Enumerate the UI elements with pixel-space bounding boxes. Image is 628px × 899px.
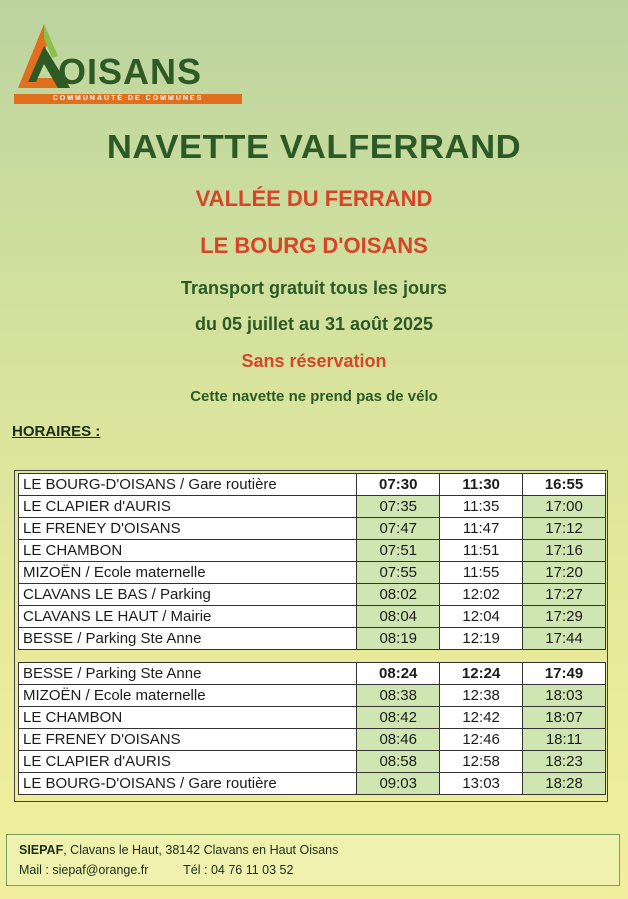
departure-time: 17:00 [523, 496, 606, 518]
departure-time: 09:03 [357, 773, 440, 795]
schedule-row [19, 663, 606, 685]
logo-wordmark: OISANS [58, 51, 203, 92]
departure-time: 17:44 [523, 628, 606, 650]
departure-time: 08:42 [357, 707, 440, 729]
schedule-row [19, 773, 606, 795]
departure-time: 07:55 [357, 562, 440, 584]
departure-time: 11:35 [440, 496, 523, 518]
subtitle-vallee: VALLÉE DU FERRAND [195, 186, 433, 211]
stop-name: CLAVANS LE BAS / Parking [19, 584, 357, 606]
schedule-row [19, 496, 606, 518]
departure-time: 08:19 [357, 628, 440, 650]
footer-tel-label: Tél : [183, 863, 211, 877]
stop-name: LE FRENEY D'OISANS [19, 729, 357, 751]
footer-address-line [19, 843, 338, 857]
schedule-row [19, 474, 606, 496]
departure-time: 08:38 [357, 685, 440, 707]
departure-time: 07:47 [357, 518, 440, 540]
logo-tagline: COMMUNAUTÉ DE COMMUNES [14, 94, 242, 104]
stop-name: MIZOËN / Ecole maternelle [19, 562, 357, 584]
schedule-outbound-table [18, 473, 606, 650]
schedule-row [19, 628, 606, 650]
departure-time: 08:46 [357, 729, 440, 751]
departure-time: 12:58 [440, 751, 523, 773]
departure-time: 08:02 [357, 584, 440, 606]
departure-time: 17:29 [523, 606, 606, 628]
departure-time: 18:03 [523, 685, 606, 707]
footer-address: , Clavans le Haut, 38142 Clavans en Haut Oisans [63, 843, 339, 857]
stop-name: LE CHAMBON [19, 707, 357, 729]
departure-time: 18:23 [523, 751, 606, 773]
schedule-row [19, 685, 606, 707]
schedule-row [19, 751, 606, 773]
stop-name: LE CLAPIER d'AURIS [19, 751, 357, 773]
departure-time: 08:58 [357, 751, 440, 773]
schedule-row [19, 518, 606, 540]
departure-time: 16:55 [523, 474, 606, 496]
departure-time: 17:12 [523, 518, 606, 540]
schedule-row [19, 584, 606, 606]
stop-name: LE CLAPIER d'AURIS [19, 496, 357, 518]
departure-time: 12:46 [440, 729, 523, 751]
contact-footer [6, 834, 620, 886]
departure-time: 17:20 [523, 562, 606, 584]
stop-name: MIZOËN / Ecole maternelle [19, 685, 357, 707]
transport-line: Transport gratuit tous les jours [180, 278, 448, 298]
stop-name: LE CHAMBON [19, 540, 357, 562]
stop-name: LE BOURG-D'OISANS / Gare routière [19, 474, 357, 496]
departure-time: 12:19 [440, 628, 523, 650]
departure-time: 18:07 [523, 707, 606, 729]
schedule-row [19, 707, 606, 729]
schedule-return-table [18, 662, 606, 795]
subtitle-bourg: LE BOURG D'OISANS [200, 233, 428, 258]
footer-mail-label: Mail : [19, 863, 53, 877]
departure-time: 12:02 [440, 584, 523, 606]
stop-name: BESSE / Parking Ste Anne [19, 663, 357, 685]
schedule-row [19, 606, 606, 628]
stop-name: LE FRENEY D'OISANS [19, 518, 357, 540]
footer-mail[interactable]: siepaf@orange.fr [52, 863, 149, 877]
horaires-heading: HORAIRES : [12, 423, 101, 440]
schedule-row [19, 729, 606, 751]
departure-time: 12:38 [440, 685, 523, 707]
departure-time: 07:35 [357, 496, 440, 518]
reservation-line: Sans réservation [241, 351, 387, 371]
departure-time: 07:51 [357, 540, 440, 562]
stop-name: LE BOURG-D'OISANS / Gare routière [19, 773, 357, 795]
footer-org: SIEPAF [19, 843, 64, 857]
departure-time: 17:16 [523, 540, 606, 562]
dates-line: du 05 juillet au 31 août 2025 [194, 314, 434, 334]
footer-tel[interactable]: 04 76 11 03 52 [210, 863, 294, 877]
departure-time: 07:30 [357, 474, 440, 496]
oisans-logo [14, 18, 254, 108]
departure-time: 11:30 [440, 474, 523, 496]
departure-time: 13:03 [440, 773, 523, 795]
departure-time: 12:42 [440, 707, 523, 729]
departure-time: 08:04 [357, 606, 440, 628]
departure-time: 11:51 [440, 540, 523, 562]
departure-time: 12:04 [440, 606, 523, 628]
bike-note: Cette navette ne prend pas de vélo [190, 388, 438, 405]
stop-name: CLAVANS LE HAUT / Mairie [19, 606, 357, 628]
departure-time: 17:49 [523, 663, 606, 685]
schedule-row [19, 562, 606, 584]
departure-time: 11:55 [440, 562, 523, 584]
departure-time: 17:27 [523, 584, 606, 606]
departure-time: 12:24 [440, 663, 523, 685]
page-title: NAVETTE VALFERRAND [106, 128, 522, 165]
departure-time: 11:47 [440, 518, 523, 540]
departure-time: 18:28 [523, 773, 606, 795]
departure-time: 18:11 [523, 729, 606, 751]
schedule-row [19, 540, 606, 562]
footer-contact-line [19, 863, 293, 877]
stop-name: BESSE / Parking Ste Anne [19, 628, 357, 650]
departure-time: 08:24 [357, 663, 440, 685]
